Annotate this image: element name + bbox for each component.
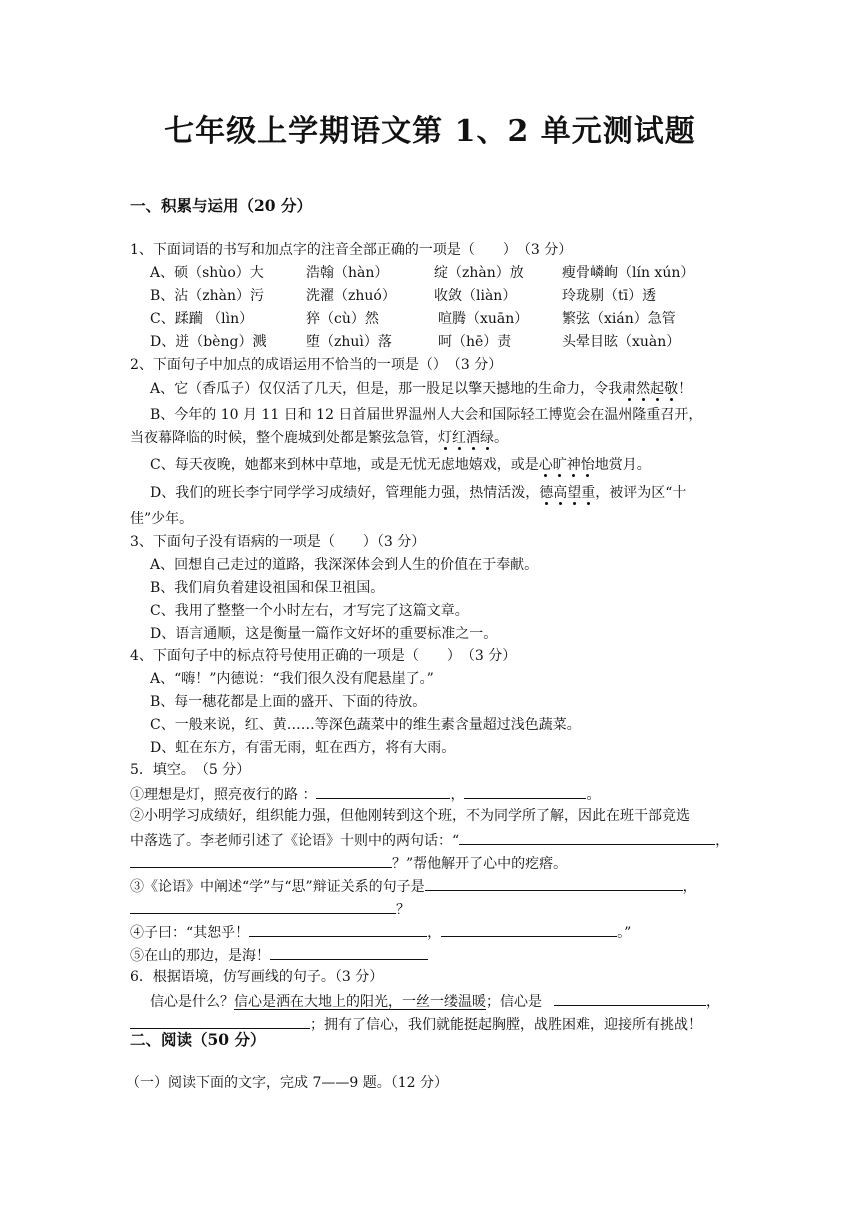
dotted-character: 红 xyxy=(452,430,466,446)
q1-c-word3: 喧腾（xuān） xyxy=(438,311,529,327)
dotted-character: 酒 xyxy=(466,430,480,446)
dotted-character: 旷 xyxy=(552,457,567,473)
q3-option-d: D、语言通顺，这是衡量一篇作文好坏的重要标准之一。 xyxy=(150,626,498,642)
q2-b-dotted-idiom xyxy=(438,430,494,446)
q5-item-5 xyxy=(130,944,428,966)
q2-a-text: A、它（香瓜子）仅仅活了几天，但是，那一股足以擎天撼地的生命力，令我 xyxy=(150,381,623,397)
q1-d-word4: 头晕目眩（xuàn） xyxy=(562,334,681,350)
q5-5-blank[interactable] xyxy=(270,944,428,960)
q2-option-d xyxy=(150,483,686,503)
section-2-heading: 二、阅读（50 分） xyxy=(130,1030,266,1049)
q5-4-text: ④子曰：“其恕乎！ xyxy=(130,925,250,941)
q4-option-a: A、“嗨！”内德说：“我们很久没有爬悬崖了。” xyxy=(150,671,434,687)
dotted-character: 肃 xyxy=(622,381,637,397)
q5-3-blank-a[interactable] xyxy=(425,875,683,891)
dotted-character: 心 xyxy=(538,457,553,473)
reading-part-1-instruction: （一）阅读下面的文字，完成 7——9 题。（12 分） xyxy=(126,1075,448,1091)
dotted-character: 敬 xyxy=(664,381,679,397)
dotted-character: 神 xyxy=(566,457,581,473)
q6-underlined-sentence: 信心是洒在大地上的阳光，一丝一缕温暖 xyxy=(234,994,486,1010)
q3-option-c: C、我用了整整一个小时左右，才写完了这篇文章。 xyxy=(150,603,469,619)
q2-a-dotted-idiom xyxy=(622,381,678,397)
q5-1-text: ①理想是灯，照亮夜行的路 ： xyxy=(130,787,317,803)
q1-b-word4: 玲珑剔（tī）透 xyxy=(562,288,657,304)
q3-option-a: A、回想自己走过的道路，我深深体会到人生的价值在于奉献。 xyxy=(150,557,539,573)
q5-4-blank-a[interactable] xyxy=(249,921,427,937)
q1-a-word3: 绽（zhàn）放 xyxy=(434,265,524,281)
q2-option-b-line2 xyxy=(130,428,508,448)
dotted-character: 高 xyxy=(553,485,568,501)
dotted-character: 然 xyxy=(636,381,651,397)
q2-b-text: 当夜幕降临的时候，整个鹿城到处都是繁弦急管， xyxy=(130,430,438,446)
q1-c-word1: C、蹂躏 （lìn） xyxy=(150,311,254,327)
q5-1-blank-b[interactable] xyxy=(464,783,586,799)
q2-a-end: ！ xyxy=(678,381,693,397)
q3-stem: 3、下面句子没有语病的一项是（ ）（3 分） xyxy=(130,534,426,550)
dotted-character: 灯 xyxy=(438,430,452,446)
q2-d-dotted-idiom xyxy=(539,485,595,501)
dotted-character: 望 xyxy=(567,485,582,501)
q5-4-blank-b[interactable] xyxy=(441,921,617,937)
q1-d-word1: D、迸（bèng）溅 xyxy=(150,334,267,350)
q5-1-end: 。 xyxy=(586,787,601,803)
q5-3-end: ？ xyxy=(396,902,410,918)
q5-2-blank-a[interactable] xyxy=(459,829,715,845)
q5-4-end: 。” xyxy=(617,925,632,941)
q1-stem: 1、下面词语的书写和加点字的注音全部正确的一项是（ ） （3 分） xyxy=(130,242,573,258)
q2-c-end: 地赏月。 xyxy=(594,457,651,473)
q1-row-c xyxy=(150,309,750,329)
q5-item-2-line1: ②小明学习成绩好，组织能力强，但他刚转到这个班，不为同学所了解，因此在班干部竞选 xyxy=(130,808,690,824)
q4-option-d: D、虹在东方，有雷无雨，虹在西方，将有大雨。 xyxy=(150,740,456,756)
q5-3-sep: ， xyxy=(682,879,697,895)
q2-d-end: ，被评为区“十 xyxy=(595,485,687,501)
dotted-character: 起 xyxy=(650,381,665,397)
q5-stem: 5．填空。 （5 分） xyxy=(130,762,251,778)
q5-2-blank-b[interactable] xyxy=(130,852,392,868)
q1-c-word2: 猝（cù）然 xyxy=(306,311,379,327)
q2-c-dotted-idiom xyxy=(539,457,595,473)
q6-closing: ；拥有了信心，我们就能挺起胸膛，战胜困难，迎接所有挑战！ xyxy=(310,1017,702,1033)
q2-c-text: C、每天夜晚，她都来到林中草地，或是无忧无虑地嬉戏，或是 xyxy=(150,457,539,473)
q2-option-a xyxy=(150,379,692,399)
q4-stem: 4、下面句子中的标点符号使用正确的一项是（ ） （3 分） xyxy=(130,648,517,664)
q2-option-c xyxy=(150,455,651,475)
section-1-heading: 一、积累与运用（20 分） xyxy=(130,196,312,215)
q1-b-word2: 洗濯（zhuó） xyxy=(306,288,396,304)
q2-option-b-line1: B、今年的 10 月 11 日和 12 日首届世界温州人大会和国际轻工博览会在温州隆重召开， xyxy=(150,407,703,423)
q5-1-blank-a[interactable] xyxy=(316,783,450,799)
q5-5-text: ⑤在山的那边，是海！ xyxy=(130,948,270,964)
q1-b-word1: B、沾（zhàn）污 xyxy=(150,288,265,304)
dotted-character: 怡 xyxy=(580,457,595,473)
q5-4-sep: ， xyxy=(427,925,442,941)
q2-stem: 2、下面句子中加点的成语运用不恰当的一项是（） （3 分） xyxy=(130,357,503,373)
q1-row-b xyxy=(150,286,750,306)
q2-option-d-line2: 佳”少年。 xyxy=(130,511,194,527)
q6-sep: ， xyxy=(706,994,720,1010)
q5-item-2-line3 xyxy=(130,852,567,874)
q1-a-word2: 浩翰（hàn） xyxy=(306,265,389,281)
q4-option-b: B、每一穗花都是上面的盛开、下面的待放。 xyxy=(150,694,427,710)
q2-d-text: D、我们的班长李宁同学学习成绩好，管理能力强，热情活泼， xyxy=(150,485,540,501)
q5-1-sep: ， xyxy=(450,787,465,803)
q1-row-d xyxy=(150,332,750,352)
q6-blank-a[interactable] xyxy=(554,990,706,1006)
q1-a-word4: 瘦骨嶙峋（lín xún） xyxy=(562,265,695,281)
q1-d-word3: 呵（hē）责 xyxy=(438,334,512,350)
q6-question: 信心是什么？ xyxy=(150,994,234,1010)
q1-c-word4: 繁弦（xián）急管 xyxy=(562,311,676,327)
q1-row-a xyxy=(150,263,750,283)
q5-3-text: ③《论语》中阐述“学”与“思”辩证关系的句子是 xyxy=(130,879,425,895)
q5-item-1 xyxy=(130,783,600,805)
q2-b-end: 。 xyxy=(494,430,508,446)
q1-a-word1: A、硕（shùo）大 xyxy=(150,265,264,281)
q6-blank-b[interactable] xyxy=(130,1013,310,1029)
q5-2-sep: ， xyxy=(715,833,730,849)
q1-d-word2: 堕（zhuì）落 xyxy=(306,334,392,350)
page-title: 七年级上学期语文第 1、2 单元测试题 xyxy=(164,114,696,149)
q1-b-word3: 收敛（liàn） xyxy=(434,288,517,304)
q5-item-3-line1 xyxy=(130,875,697,897)
q5-item-3-line2 xyxy=(130,898,410,920)
q5-2-text: 中落选了。李老师引述了《论语》十则中的两句话：“ xyxy=(130,833,460,849)
q6-prompt: ；信心是 xyxy=(486,994,542,1010)
q5-2-end: ？”帮他解开了心中的疙瘩。 xyxy=(392,856,568,872)
q5-item-2-line2 xyxy=(130,829,729,851)
q3-option-b: B、我们肩负着建设祖国和保卫祖国。 xyxy=(150,580,385,596)
dotted-character: 德 xyxy=(539,485,554,501)
q6-line1 xyxy=(150,990,720,1012)
q6-stem: 6．根据语境，仿写画线的句子。（3 分） xyxy=(130,969,384,985)
dotted-character: 重 xyxy=(581,485,596,501)
q5-item-4 xyxy=(130,921,631,943)
dotted-character: 绿 xyxy=(480,430,494,446)
q4-option-c: C、一般来说，红、黄……等深色蔬菜中的维生素含量超过浅色蔬菜。 xyxy=(150,717,581,733)
q5-3-blank-b[interactable] xyxy=(130,898,396,914)
